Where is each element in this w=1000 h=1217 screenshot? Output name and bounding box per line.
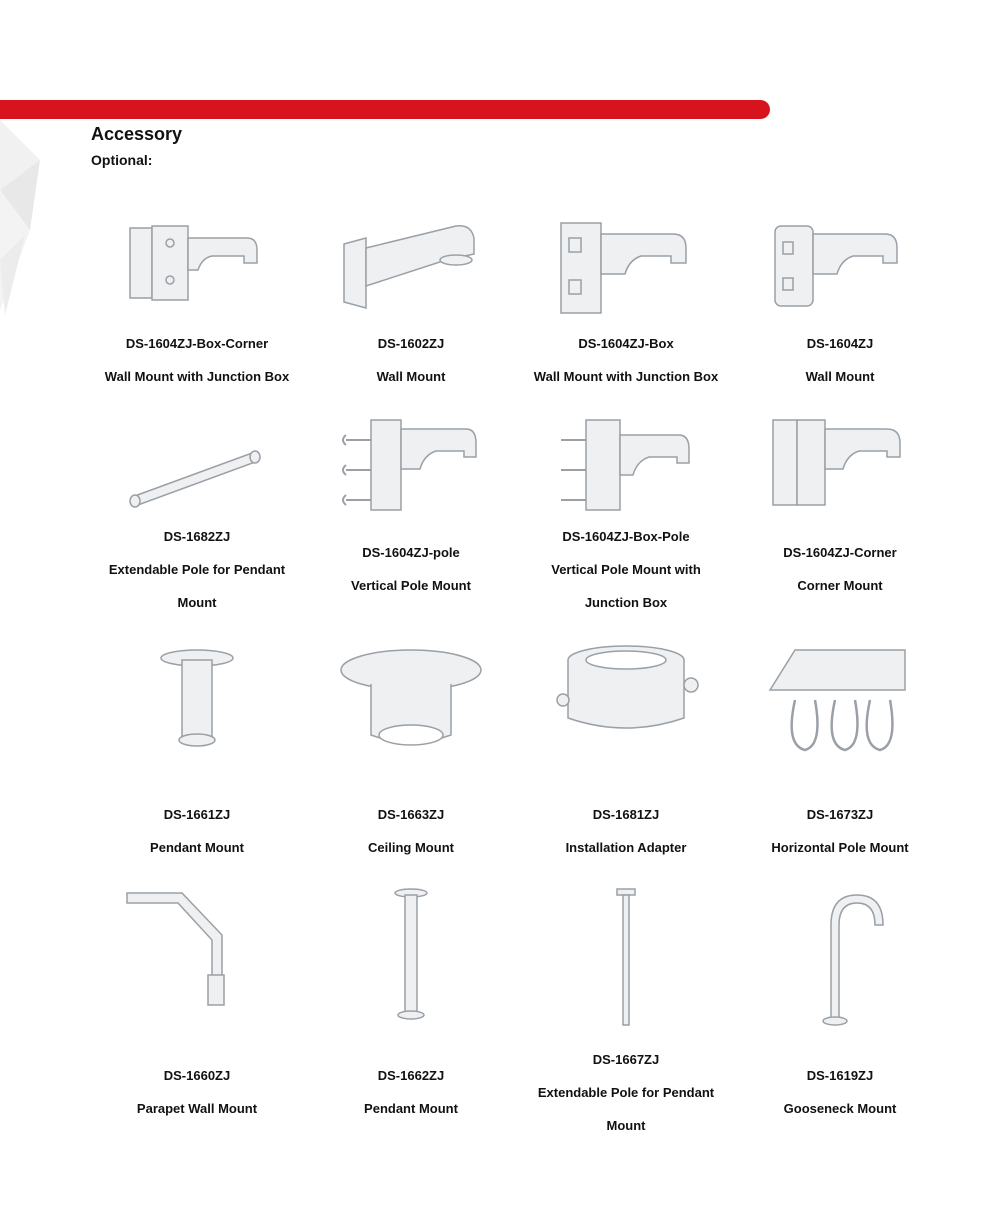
accessory-model: DS-1660ZJ (163, 1068, 231, 1083)
corner-wall-mount-junction-box-icon (112, 208, 282, 318)
accessory-model: DS-1604ZJ-pole (362, 545, 460, 560)
accessory-label (304, 327, 518, 393)
accessory-label (519, 1043, 733, 1142)
extendable-pole-icon (112, 405, 282, 515)
accessory-description: Pendant Mount (150, 840, 244, 855)
accessory-label (519, 520, 733, 619)
accessory-label (519, 798, 733, 864)
wall-mount-junction-box-icon (541, 208, 711, 318)
parapet-wall-mount-icon (112, 880, 282, 1030)
pendant-mount-icon (112, 640, 282, 780)
accessory-model: DS-1663ZJ (377, 807, 445, 822)
accessory-model: DS-1604ZJ-Box (578, 336, 674, 351)
accessory-description: Vertical Pole Mount with (551, 562, 701, 577)
accessory-description: Extendable Pole for Pendant (537, 1085, 715, 1100)
accessory-description: Extendable Pole for Pendant (108, 562, 286, 577)
accessory-label (733, 798, 947, 864)
long-extendable-pole-icon (541, 880, 711, 1030)
accessory-description: Installation Adapter (565, 840, 687, 855)
corner-mount-icon (755, 405, 925, 515)
accessory-label (90, 520, 304, 619)
header-red-bar (0, 100, 770, 119)
accessory-description: Mount (606, 1118, 646, 1133)
gooseneck-mount-icon (755, 880, 925, 1030)
accessory-description: Horizontal Pole Mount (771, 840, 909, 855)
accessory-model: DS-1604ZJ-Box-Pole (562, 529, 690, 544)
accessory-description: Parapet Wall Mount (136, 1101, 258, 1116)
accessory-label (733, 536, 947, 602)
accessory-model: DS-1619ZJ (806, 1068, 874, 1083)
accessory-label (733, 1059, 947, 1125)
accessory-label (304, 1059, 518, 1125)
accessory-label (90, 1059, 304, 1125)
accessory-description: Wall Mount (376, 369, 446, 384)
accessory-description: Ceiling Mount (368, 840, 454, 855)
accessory-description: Wall Mount (805, 369, 875, 384)
accessory-description: Corner Mount (797, 578, 883, 593)
accessory-model: DS-1673ZJ (806, 807, 874, 822)
accessory-model: DS-1681ZJ (592, 807, 660, 822)
accessory-label (304, 536, 518, 602)
accessory-model: DS-1662ZJ (377, 1068, 445, 1083)
vertical-pole-mount-icon (326, 405, 496, 515)
accessory-model: DS-1604ZJ-Box-Corner (125, 336, 269, 351)
accessory-description: Pendant Mount (364, 1101, 458, 1116)
page-title: Accessory (91, 124, 183, 144)
optional-label: Optional: (91, 152, 153, 168)
accessory-model: DS-1604ZJ-Corner (783, 545, 897, 560)
wall-mount-arm-icon (326, 208, 496, 318)
installation-adapter-icon (541, 640, 711, 780)
accessory-description: Junction Box (584, 595, 668, 610)
accessory-label (90, 798, 304, 864)
vertical-pole-mount-junction-box-icon (541, 405, 711, 515)
accessory-model: DS-1604ZJ (806, 336, 874, 351)
accessory-label (519, 327, 733, 393)
accessory-description: Mount (177, 595, 217, 610)
accessory-model: DS-1667ZJ (592, 1052, 660, 1067)
horizontal-pole-mount-icon (755, 640, 925, 780)
accessory-description: Gooseneck Mount (783, 1101, 897, 1116)
accessory-label (304, 798, 518, 864)
wall-mount-icon (755, 208, 925, 318)
accessory-model: DS-1602ZJ (377, 336, 445, 351)
accessory-description: Wall Mount with Junction Box (104, 369, 290, 384)
long-pendant-mount-icon (326, 880, 496, 1030)
accessory-label (90, 327, 304, 393)
accessory-description: Vertical Pole Mount (351, 578, 471, 593)
ceiling-mount-icon (326, 640, 496, 780)
decorative-triangles (0, 120, 60, 320)
accessory-model: DS-1661ZJ (163, 807, 231, 822)
accessory-description: Wall Mount with Junction Box (533, 369, 719, 384)
accessory-model: DS-1682ZJ (163, 529, 231, 544)
accessory-label (733, 327, 947, 393)
